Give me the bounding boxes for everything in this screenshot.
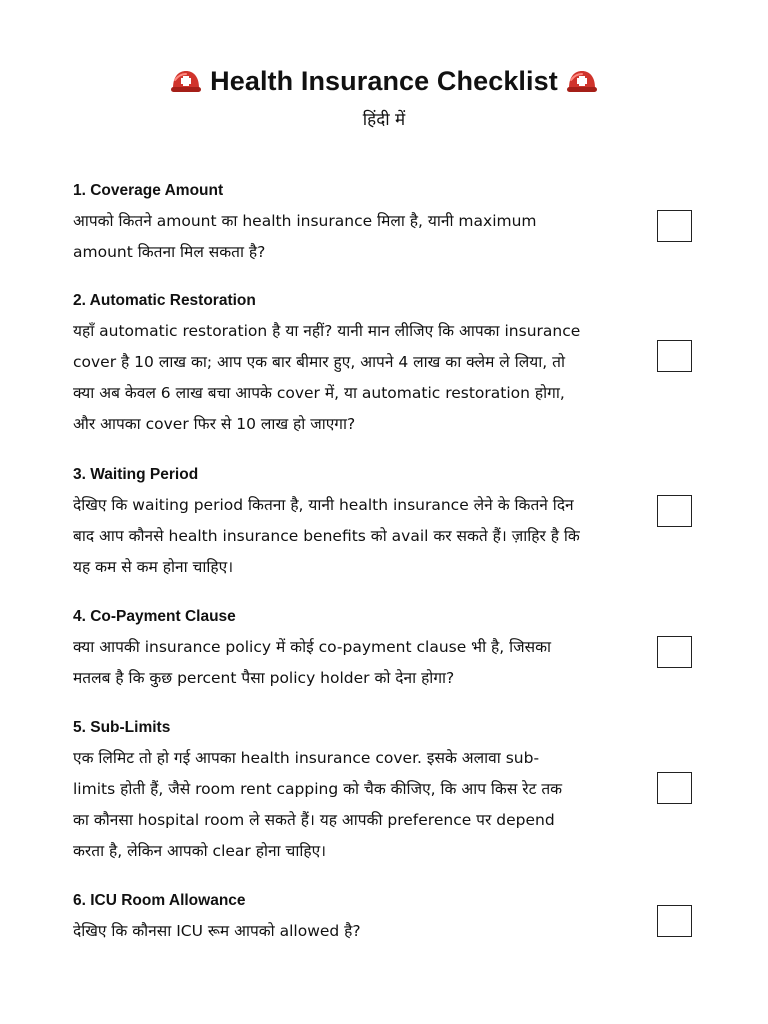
item-line: मतलब है कि कुछ percent पैसा policy holder को देना होगा? <box>73 669 455 687</box>
item-description <box>73 206 633 268</box>
item-heading: 6. ICU Room Allowance <box>73 892 246 909</box>
item-line: का कौनसा hospital room ले सकते हैं। यह आपकी preference पर depend <box>73 811 555 829</box>
checkbox-automatic-restoration[interactable] <box>657 340 692 372</box>
item-line: और आपका cover फिर से 10 लाख हो जाएगा? <box>73 415 356 433</box>
page-subtitle: हिंदी में <box>362 110 406 130</box>
item-heading: 5. Sub-Limits <box>73 719 171 736</box>
item-line: यह कम से कम होना चाहिए। <box>73 558 234 576</box>
checklist-item-waiting-period <box>73 465 633 583</box>
checkbox-co-payment-clause[interactable] <box>657 636 692 668</box>
item-heading: 1. Coverage Amount <box>73 182 224 199</box>
item-heading: 2. Automatic Restoration <box>73 292 256 309</box>
item-description <box>73 916 633 947</box>
item-description <box>73 490 633 583</box>
helmet-icon <box>170 68 202 96</box>
checklist-item-icu-room-allowance <box>73 891 633 947</box>
item-line: amount कितना मिल सकता है? <box>73 243 266 261</box>
item-line: बाद आप कौनसे health insurance benefits को avail कर सकते हैं। ज़ाहिर है कि <box>73 527 580 545</box>
checkbox-sub-limits[interactable] <box>657 772 692 804</box>
item-line: एक लिमिट तो हो गई आपका health insurance cover. इसके अलावा sub- <box>73 749 540 767</box>
checklist-item-sub-limits <box>73 718 633 867</box>
item-description <box>73 632 633 694</box>
checkbox-icu-room-allowance[interactable] <box>657 905 692 937</box>
item-line: देखिए कि कौनसा ICU रूम आपको allowed है? <box>73 922 361 940</box>
checklist-item-automatic-restoration <box>73 291 633 440</box>
checkbox-coverage-amount[interactable] <box>657 210 692 242</box>
checklist-item-co-payment-clause <box>73 607 633 694</box>
item-line: देखिए कि waiting period कितना है, यानी health insurance लेने के कितने दिन <box>73 496 574 514</box>
item-line: क्या आपकी insurance policy में कोई co-payment clause भी है, जिसका <box>73 638 552 656</box>
item-line: cover है 10 लाख का; आप एक बार बीमार हुए, आपने 4 लाख का क्लेम ले लिया, तो <box>73 353 565 371</box>
item-description <box>73 743 633 867</box>
item-line: आपको कितने amount का health insurance मिला है, यानी maximum <box>73 212 537 230</box>
item-line: यहाँ automatic restoration है या नहीं? यानी मान लीजिए कि आपका insurance <box>73 322 581 340</box>
helmet-icon <box>566 68 598 96</box>
title-row <box>0 66 768 97</box>
checkbox-waiting-period[interactable] <box>657 495 692 527</box>
checklist-item-coverage-amount <box>73 181 633 268</box>
item-line: limits होती हैं, जैसे room rent capping को चैक कीजिए, कि आप किस रेट तक <box>73 780 563 798</box>
item-description <box>73 316 633 440</box>
item-heading: 4. Co-Payment Clause <box>73 608 236 625</box>
item-line: करता है, लेकिन आपको clear होना चाहिए। <box>73 842 327 860</box>
page-header <box>0 66 768 130</box>
page-title: Health Insurance Checklist <box>210 66 558 96</box>
item-heading: 3. Waiting Period <box>73 466 199 483</box>
item-line: क्या अब केवल 6 लाख बचा आपके cover में, या automatic restoration होगा, <box>73 384 565 402</box>
